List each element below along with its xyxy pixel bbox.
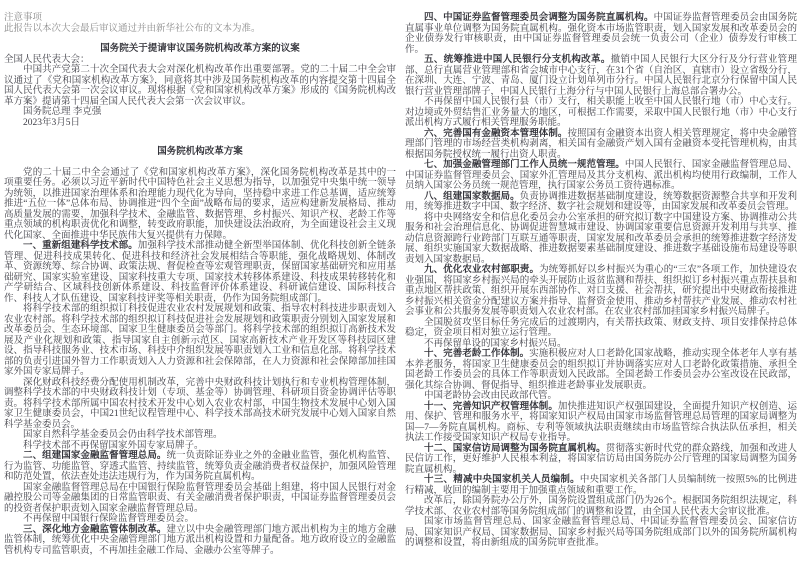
plan-paragraph [4,514,396,525]
proposal-title: 国务院关于提请审议国务院机构改革方案的议案 [100,44,300,54]
paragraph-text: 统一负责除证券业之外的金融业监管，强化机构监管、行为监管、功能监管、穿透式监管、持续监管，统筹负责金融消费者权益保护，加强风险管理和防范处置，依法查处违法违规行为，作为国务院直属机构。 [4,451,396,482]
section-heading: 二、组建国家金融监督管理总局。 [23,451,167,461]
plan-paragraph [405,13,797,55]
plan-paragraph [405,496,797,517]
plan-paragraph [405,349,797,391]
plan-paragraph [4,304,396,378]
paragraph-text: 建立以中央金融管理部门地方派出机构为主的地方金融监管体制，统筹优化中央金融管理部门地方派出机构设置和力量配备。地方政府设立的金融监管机构专司监管职责，不再加挂金融工作局、金融办公室等牌子。 [4,524,396,556]
section-heading: 十三、精减中央国家机关人员编制。 [424,475,580,485]
plan-paragraph [4,441,396,452]
paragraph-text: 贯彻落实新时代党的群众路线，加强和改进人民信访工作，更好维护人民根本利益，将国家信访局由国务院办公厅管理的国家局调整为国务院直属机构。 [405,443,797,475]
paragraph-text: 不再保留单设的国家乡村振兴局。 [424,338,567,349]
paragraph-text: 不再保留中国银行保险监督管理委员会。 [23,514,195,524]
plan-paragraph [405,97,797,129]
section-heading: 八、组建国家数据局。 [424,191,520,202]
paragraph-text: 加强科学技术部推动健全新型举国体制、优化科技创新全链条管理、促进科技成果转化、促进科技和经济社会发展相结合等职能，强化战略规划、体制改革、资源统筹、综合协调、政策法规、督促检查等宏观管理职责，保留国家基础研究和应用基础研究、国家实验室建设、国家科技重大专项、国家技术转移体系建设、科技成果转移转化和产学研结合、区域科技创新体系建设、科技监督评价体系建设、科研诚信建设、国际科技合作、科技人才队伍建设、国家科技评奖等相关职责，仍作为国务院组成部门。 [4,241,396,304]
right-column [405,13,797,566]
section-heading: 六、完善国有金融资本管理体制。 [424,128,568,139]
notice-body: 此报告以本次大会最后审议通过并由新华社公布的文本为准。 [4,23,261,34]
plan-paragraph [405,402,797,444]
plan-paragraph [405,160,797,192]
paragraph-text: 改革后，除国务院办公厅外，国务院设置组成部门仍为26个。根据国务院组织法规定，科学技术部、农业农村部等国务院组成部门的调整和设置，由全国人民代表大会审议批准。 [405,496,797,517]
left-column [4,13,396,566]
paragraph-text: 负责协调推进数据基础制度建设，统筹数据资源整合共享和开发利用，统筹推进数字中国、数字经济、数字社会规划和建设等，由国家发展和改革委员会管理。 [405,191,797,212]
proposal-date: 2023年3月5日 [23,117,81,128]
paragraph-text: 中国老龄协会改由民政部代管。 [424,391,558,401]
plan-paragraph [4,483,396,515]
plan-paragraph [405,475,797,496]
paragraph-text: 国家自然科学基金委员会仍由科学技术部管理。 [23,430,223,440]
plan-paragraph [405,192,797,213]
plan-paragraph [405,444,797,476]
paragraph-text: 国家金融监督管理总局在中国银行保险监督管理委员会基础上组建，将中国人民银行对金融控股公司等金融集团的日常监管职责、有关金融消费者保护职责，中国证券监督管理委员会的投资者保护职责划入国家金融监督管理总局。 [4,482,396,514]
plan-title: 国务院机构改革方案 [157,147,243,157]
paragraph-text: 中国证券监督管理委员会由国务院直属事业单位调整为国务院直属机构。强化资本市场监管职责，划入国家发展和改革委员会的企业债券发行审核职责，由中国证券监督管理委员会统一负责公司（企业）债券发行审核工作。 [405,13,797,55]
section-heading: 一、重新组建科学技术部。 [23,241,138,251]
section-heading: 三、深化地方金融监管体制改革。 [23,524,167,535]
paragraph-text: 实施积极应对人口老龄化国家战略，推动实现全体老年人享有基本养老服务，将国家卫生健康委员会的组织拟订并协调落实应对人口老龄化政策措施、承担全国老龄工作委员会的具体工作等职责划入民政部。全国老龄工作委员会办公室改设在民政部，强化其综合协调、督促指导、组织推进老龄事业发展职责。 [405,349,797,391]
plan-paragraph [405,55,797,97]
paragraph-text: 党的二十届二中全会通过了《党和国家机构改革方案》，深化国务院机构改革是其中的一项重要任务。必须以习近平新时代中国特色社会主义思想为指导，以加强党中央集中统一领导为统领，以推进国家治理体系和治理能力现代化为导向，坚持稳中求进工作总基调，适应统筹推进“五位一体”总体布局、协调推进“四个全面”战略布局的要求，适应构建新发展格局、推动高质量发展的需要，加强科学技术、金融监管、数据管理、乡村振兴、知识产权、老龄工作等重点领域的机构职责优化和调整，转变政府职能，加快建设法治政府，为全面建设社会主义现代化国家、全面推进中华民族伟大复兴提供有力保障。 [4,167,396,241]
plan-paragraph [405,318,797,339]
section-heading: 七、加强金融管理部门工作人员统一规范管理。 [424,160,625,170]
section-heading: 九、优化农业农村部职责。 [424,265,540,275]
paragraph-text: 加快推进知识产权强国建设，全面提升知识产权创造、运用、保护、管理和服务水平，将国家知识产权局由国家市场监督管理总局管理的国家局调整为国—7—务院直属机构。商标、专利等领域执法职责继续由市场监管综合执法队伍承担，相关执法工作接受国家知识产权局专业指导。 [405,401,797,443]
paragraph-text: 中国人民银行、国家金融监督管理总局、中国证券监督管理委员会、国家外汇管理局及其分支机构、派出机构均使用行政编制，工作人员纳入国家公务员统一规范管理，执行国家公务员工资待遇标准。 [405,160,797,191]
proposal-salutation: 全国人民代表大会： [4,54,90,65]
plan-paragraph [405,517,797,549]
plan-paragraph [405,129,797,161]
proposal-signature: 国务院总理 李克强 [23,107,102,117]
paragraph-text: 将中央网络安全和信息化委员会办公室承担的研究拟订数字中国建设方案、协调推动公共服务和社会治理信息化、协调促进智慧城市建设、协调国家重要信息资源开发利用与共享、推动信息资源跨行业跨部门互联互通等职责，国家发展和改革委员会承担的统筹推进数字经济发展、组织实施国家大数据战略、推进数据要素基础制度建设、推进数字基础设施布局建设等职责划入国家数据局。 [405,212,797,265]
section-heading: 四、中国证券监督管理委员会调整为国务院直属机构。 [424,13,654,23]
section-heading: 十、完善老龄工作体制。 [424,349,530,359]
plan-paragraph [4,430,396,441]
notice-title: 注意事项 [4,13,43,23]
plan-paragraph [405,391,797,402]
plan-paragraph [4,451,396,483]
plan-paragraph [4,525,396,557]
plan-paragraph [405,265,797,318]
paragraph-text: 深化财政科技经费分配使用机制改革，完善中央财政科技计划执行和专业机构管理体制，调整科学技术部的中央财政科技计划（专项、基金等）协调管理、科研项目资金协调评估等职责。将科学技术部所属中国农村技术开发中心划入农业农村部，中国生物技术发展中心划入国家卫生健康委员会，中国21世纪议程管理中心、科学技术部高技术研究发展中心划入国家自然科学基金委员会。 [4,377,396,430]
paragraph-text: 为统筹抓好以乡村振兴为重心的“三农”各项工作，加快建设农业强国，将国家乡村振兴局的牵头开展防止返贫监测和帮扶、组织拟订乡村振兴重点帮扶县和重点地区帮扶政策、组织开展东西部协作、对口支援、社会帮扶，研究提出中央财政衔接推进乡村振兴相关资金分配建议方案并指导、监督资金使用、推动乡村帮扶产业发展、推动农村社会事业和公共服务发展等职责划入农业农村部。在农业农村部加挂国家乡村振兴局牌子。 [405,265,797,317]
plan-paragraph [4,378,396,431]
paragraph-text: 按照国有金融资本出资人相关管理规定，将中央金融管理部门管理的市场经营类机构剥离，相关国有金融资产划入国有金融资本受托管理机构，由其根据国务院授权统一履行出资人职责。 [405,128,797,160]
paragraph-text: 全国脱贫攻坚目标任务完成后的过渡期内，有关帮扶政策、财政支持、项目安排保持总体稳定，资金项目相对独立运行管理。 [405,317,797,338]
paragraph-text: 不再保留中国人民银行县（市）支行，相关职能上收至中国人民银行地（市）中心支行。对边境或外贸结售汇业务量大的地区，可根据工作需要，采取中国人民银行地（市）中心支行派出机构方式履行相关管理服务职能。 [405,97,797,128]
section-heading: 十二、国家信访局调整为国务院直属机构。 [424,443,606,454]
paragraph-text: 将科学技术部的组织拟订科技促进农业农村发展规划和政策、指导农村科技进步职责划入农业农村部。将科学技术部的组织拟订科技促进社会发展规划和政策职责分别划入国家发展和改革委员会、生态环境部、国家卫生健康委员会等部门。将科学技术部的组织拟订高新技术发展及产业化规划和政策、指导国家自主创新示范区、国家高新技术产业开发区等科技园区建设、指导科技服务业、技术市场、科技中介组织发展等职责划入工业和信息化部。将科学技术部的负责引进国外智力工作职责划入人力资源和社会保障部，在人力资源和社会保障部加挂国家外国专家局牌子。 [4,304,396,377]
section-heading: 五、统筹推进中国人民银行分支机构改革。 [424,55,611,65]
plan-paragraph [405,339,797,350]
paragraph-text: 中央国家机关各部门人员编制统一按照5%的比例进行精减，收回的编制主要用于加强重点领域和重要工作。 [405,475,797,496]
plan-paragraph [4,168,396,242]
plan-paragraph [405,213,797,266]
section-heading: 十一、完善知识产权管理体制。 [424,401,558,412]
plan-paragraph [4,241,396,304]
proposal-body: 中国共产党第二十次全国代表大会对深化机构改革作出重要部署。党的二十届二中全会审议通过了《党和国家机构改革方案》，同意将其中涉及国务院机构改革的内容提交第十四届全国人民代表大会第一次会议审议。现将根据《党和国家机构改革方案》形成的《国务院机构改革方案》提请第十四届全国人民代表大会第一次会议审议。 [4,65,396,107]
paragraph-text: 国家市场监督管理总局、国家金融监督管理总局、中国证券监督管理委员会、国家信访局、国家知识产权局、国家数据局、国家乡村振兴局等国务院组成部门以外的国务院所属机构的调整和设置，将由新组成的国务院审查批准。 [405,517,797,548]
paragraph-text: 撤销中国人民银行大区分行及分行营业管理部、总行直属营业管理部和省会城市中心支行，在31个省（自治区、直辖市）设立省级分行，在深圳、大连、宁波、青岛、厦门设立计划单列市分行。中国人民银行北京分行保留中国人民银行营业管理部牌子，中国人民银行上海分行与中国人民银行上海总部合署办公。 [405,55,797,97]
paragraph-text: 科学技术部不再保留国家外国专家局牌子。 [23,440,204,451]
